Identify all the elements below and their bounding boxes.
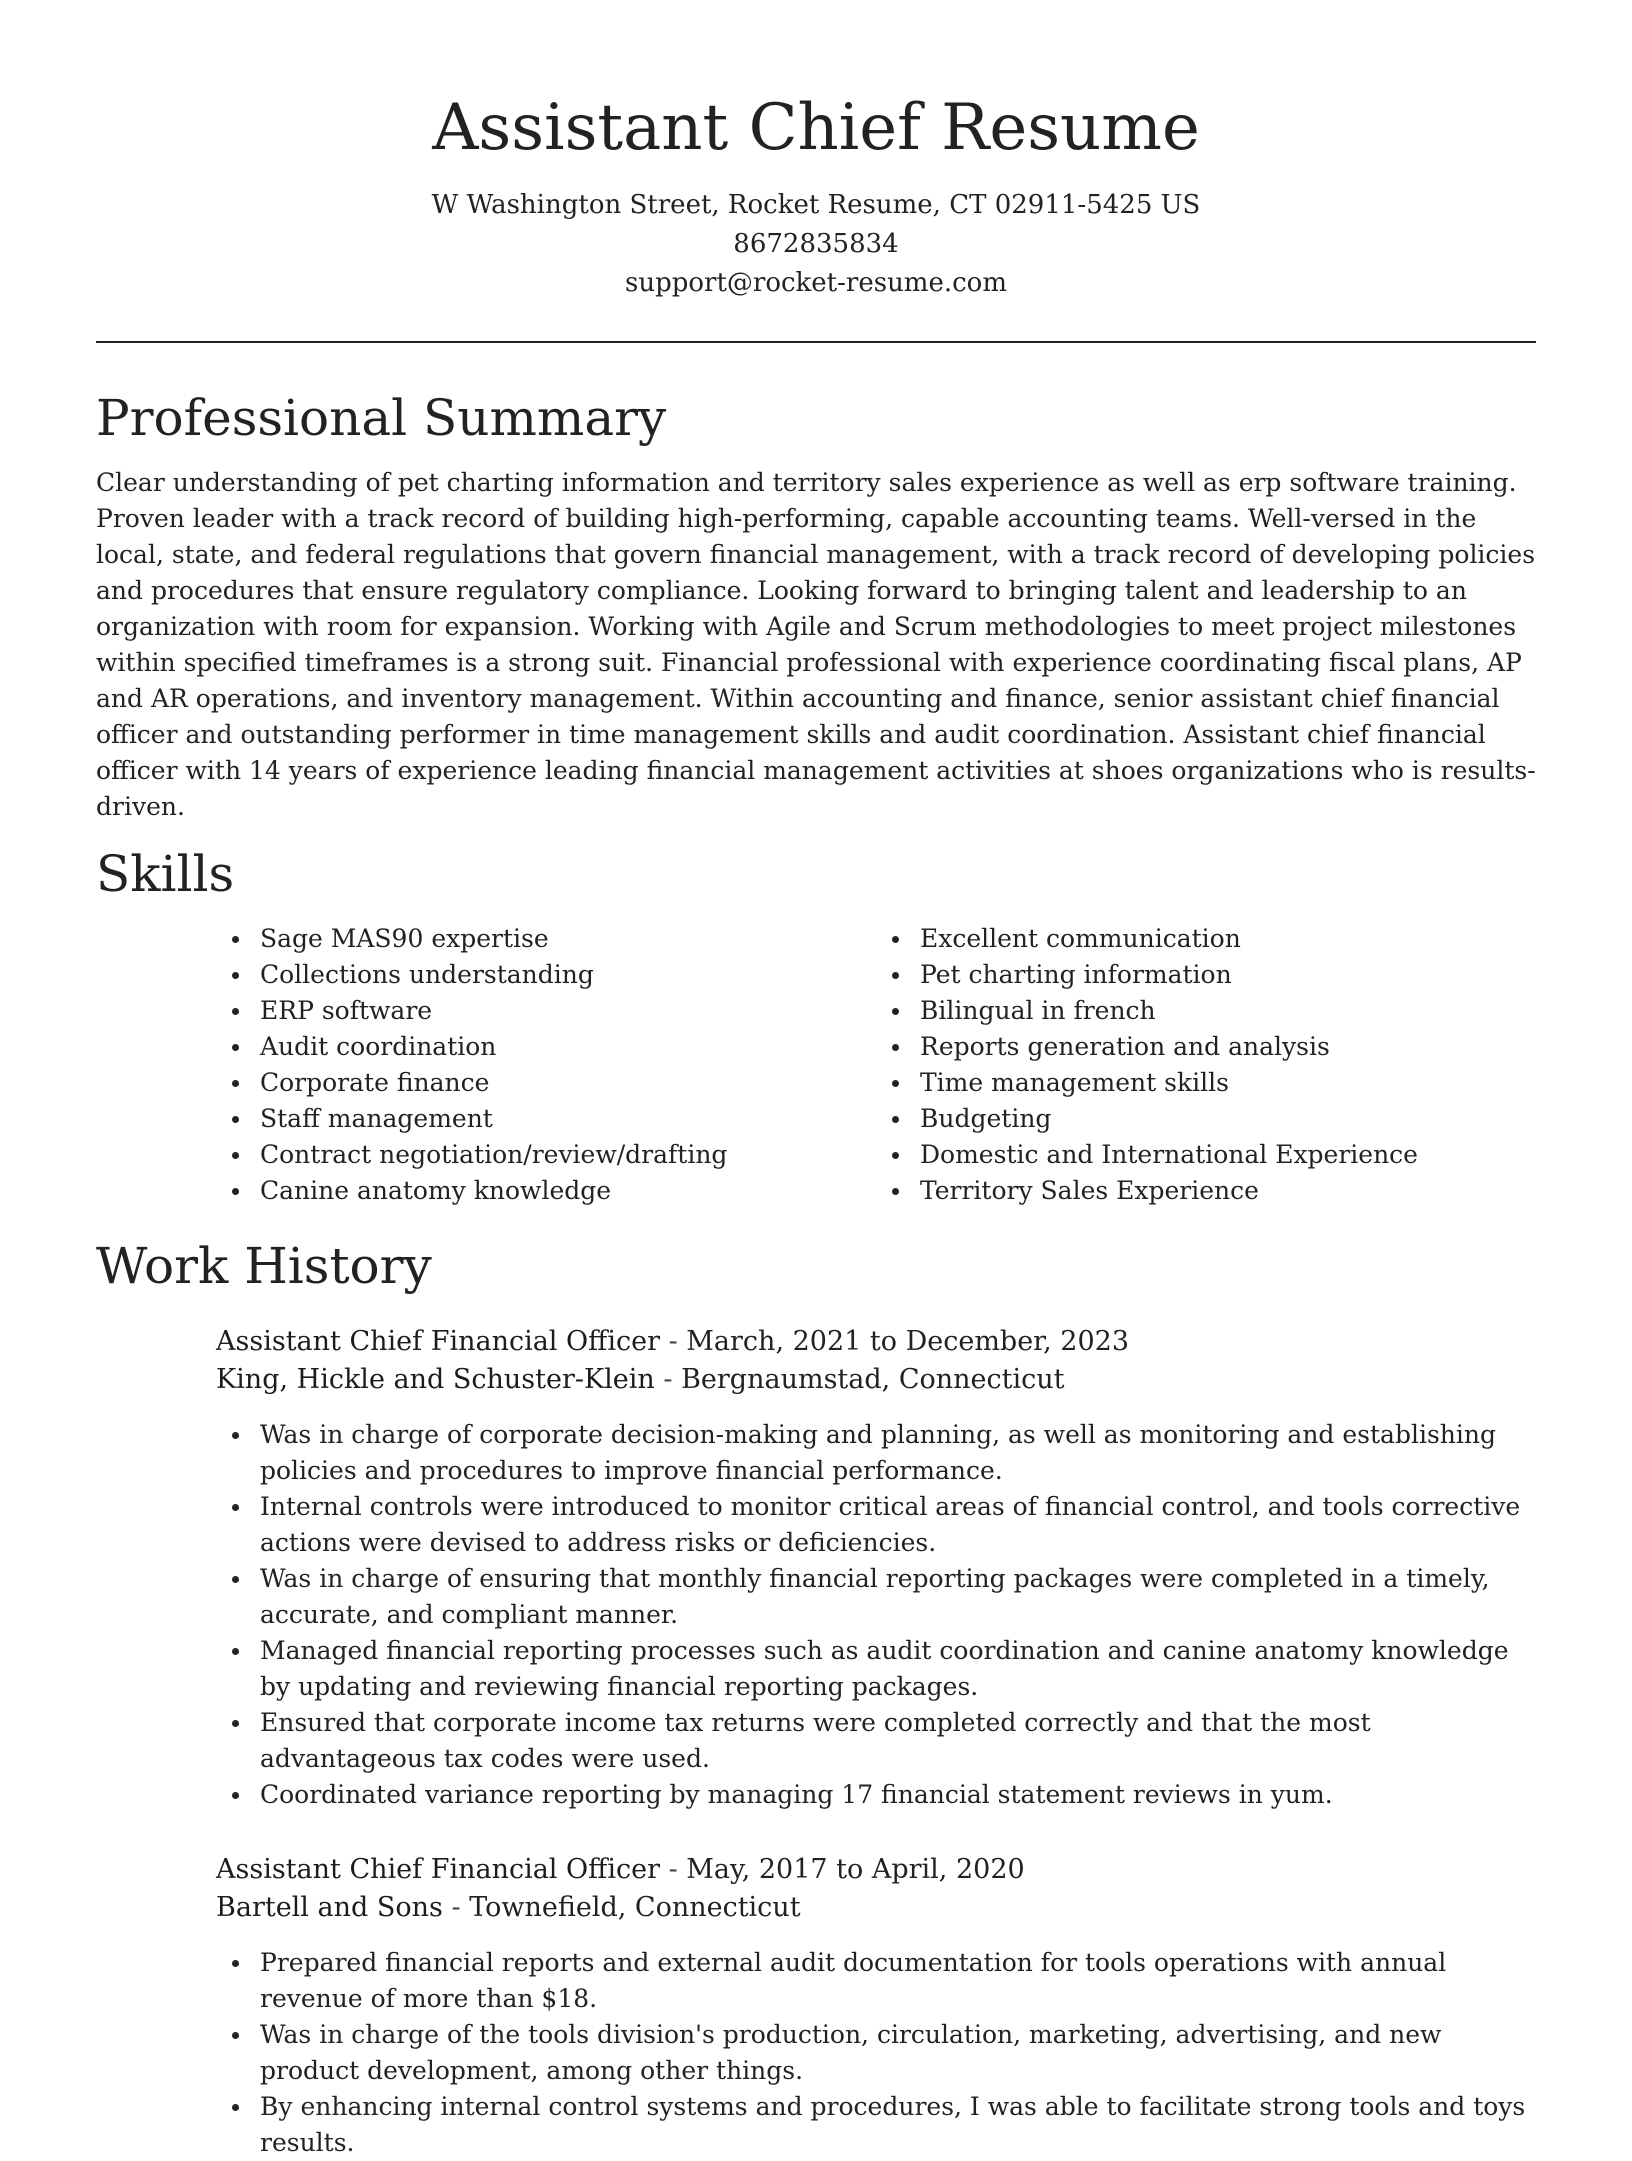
skills-grid xyxy=(216,921,1536,1209)
job-company: Bartell and Sons xyxy=(216,1892,443,1923)
skill-item: Audit coordination xyxy=(260,1029,876,1065)
resume-title: Assistant Chief Resume xyxy=(432,91,1200,165)
job-separator: - xyxy=(659,1854,687,1885)
job-separator: - xyxy=(442,1892,470,1923)
duty-item: Was in charge of corporate decision-making and planning, as well as monitoring and establishing policies and procedures to improve financial performance. xyxy=(260,1417,1536,1489)
job-company-line xyxy=(216,1361,1536,1399)
skill-item: Corporate finance xyxy=(260,1065,876,1101)
header-divider xyxy=(96,341,1536,343)
contact-address: W Washington Street, Rocket Resume, CT 02911-5425 US xyxy=(431,190,1201,220)
skills-column-left xyxy=(216,921,876,1209)
skill-item: Excellent communication xyxy=(920,921,1536,957)
job-role: Assistant Chief Financial Officer xyxy=(216,1854,660,1885)
job-title-line xyxy=(216,1323,1536,1361)
skill-item: Canine anatomy knowledge xyxy=(260,1173,876,1209)
duty-item: Managed financial reporting processes such as audit coordination and canine anatomy knowledge by updating and reviewing financial reporting packages. xyxy=(260,1633,1536,1705)
work-history-section xyxy=(96,1233,1536,2161)
skill-item: Staff management xyxy=(260,1101,876,1137)
contact-phone: 8672835834 xyxy=(733,229,899,259)
job-separator: - xyxy=(654,1364,682,1395)
skill-item: Budgeting xyxy=(920,1101,1536,1137)
job-entry xyxy=(216,1323,1536,1813)
duty-item: Was in charge of ensuring that monthly financial reporting packages were completed in a timely, accurate, and compliant manner. xyxy=(260,1561,1536,1633)
job-company-line xyxy=(216,1889,1536,1927)
duty-item: Was in charge of the tools division's production, circulation, marketing, advertising, and new product development, among other things. xyxy=(260,2017,1536,2089)
summary-heading: Professional Summary xyxy=(96,389,667,447)
job-location: Bergnaumstad, Connecticut xyxy=(681,1364,1065,1395)
skills-section xyxy=(96,841,1536,1209)
skill-item: Collections understanding xyxy=(260,957,876,993)
job-company: King, Hickle and Schuster-Klein xyxy=(216,1364,655,1395)
job-entry xyxy=(216,1851,1536,2161)
skills-heading: Skills xyxy=(96,845,235,903)
contact-email: support@rocket-resume.com xyxy=(624,268,1007,298)
resume-page xyxy=(96,0,1536,2161)
job-dates: May, 2017 to April, 2020 xyxy=(686,1854,1025,1885)
job-dates: March, 2021 to December, 2023 xyxy=(686,1326,1129,1357)
skill-item: Pet charting information xyxy=(920,957,1536,993)
duty-item: Prepared financial reports and external audit documentation for tools operations with annual revenue of more than $18. xyxy=(260,1945,1536,2017)
skill-item: Bilingual in french xyxy=(920,993,1536,1029)
job-role: Assistant Chief Financial Officer xyxy=(216,1326,660,1357)
skill-item: Time management skills xyxy=(920,1065,1536,1101)
duty-item: Internal controls were introduced to monitor critical areas of financial control, and tools corrective actions were devised to address risks or deficiencies. xyxy=(260,1489,1536,1561)
skills-column-right xyxy=(876,921,1536,1209)
contact-block xyxy=(96,186,1536,303)
skill-item: Reports generation and analysis xyxy=(920,1029,1536,1065)
work-history-heading: Work History xyxy=(96,1237,432,1295)
resume-header xyxy=(96,0,1536,303)
skill-item: ERP software xyxy=(260,993,876,1029)
duty-item: By enhancing internal control systems and procedures, I was able to facilitate strong tools and toys results. xyxy=(260,2089,1536,2161)
skill-item: Sage MAS90 expertise xyxy=(260,921,876,957)
job-duties xyxy=(216,1417,1536,1813)
summary-section xyxy=(96,385,1536,825)
job-location: Townefield, Connecticut xyxy=(469,1892,801,1923)
skill-item: Contract negotiation/review/drafting xyxy=(260,1137,876,1173)
skill-item: Domestic and International Experience xyxy=(920,1137,1536,1173)
duty-item: Coordinated variance reporting by managing 17 financial statement reviews in yum. xyxy=(260,1777,1536,1813)
job-separator: - xyxy=(659,1326,687,1357)
duty-item: Ensured that corporate income tax returns were completed correctly and that the most advantageous tax codes were used. xyxy=(260,1705,1536,1777)
job-duties xyxy=(216,1945,1536,2161)
summary-text: Clear understanding of pet charting information and territory sales experience as well as erp software training. Proven leader with a track record of building high-performing, capable accounting teams. Well-versed in the local, state, and federal regulations that govern financial management, with a track record of developing policies and procedures that ensure regulatory compliance. Looking forward to bringing talent and leadership to an organization with room for expansion. Working with Agile and Scrum methodologies to meet project milestones within specified timeframes is a strong suit. Financial professional with experience coordinating fiscal plans, AP and AR operations, and inventory management. Within accounting and finance, senior assistant chief financial officer and outstanding performer in time management skills and audit coordination. Assistant chief financial officer with 14 years of experience leading financial management activities at shoes organizations who is results-driven. xyxy=(96,468,1536,821)
job-title-line xyxy=(216,1851,1536,1889)
skill-item: Territory Sales Experience xyxy=(920,1173,1536,1209)
